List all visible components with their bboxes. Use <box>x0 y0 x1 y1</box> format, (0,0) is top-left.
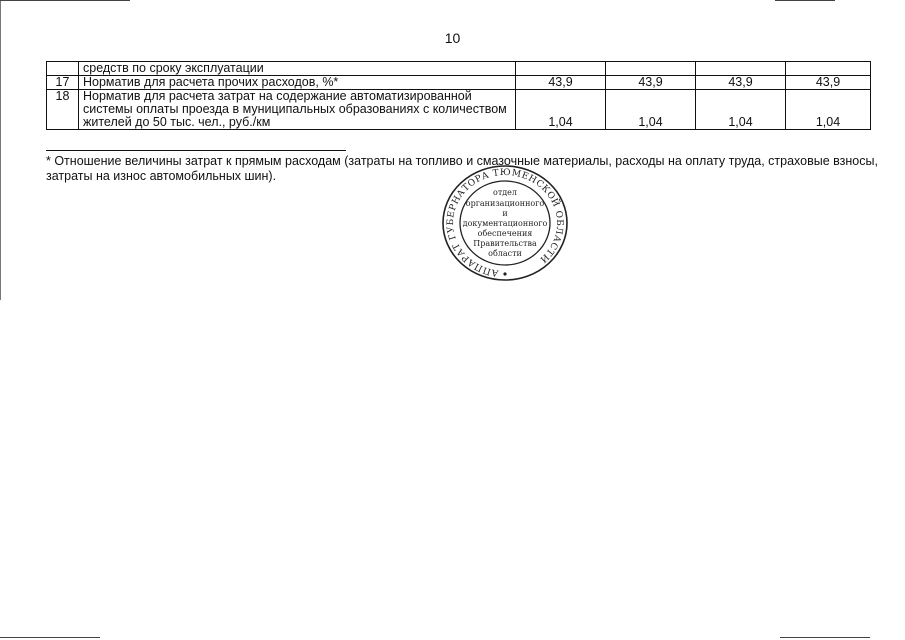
row-value <box>606 62 696 76</box>
table-row <box>47 90 871 130</box>
scan-artifact-bottom-right <box>780 637 870 638</box>
stamp-line: обеспечения <box>477 229 533 238</box>
row-name: Норматив для расчета затрат на содержание автоматизированной системы оплаты проезда в муниципальных образованиях с количеством жителей до 50 тыс. чел., руб./км <box>79 90 516 130</box>
row-value: 1,04 <box>786 90 871 130</box>
row-value <box>786 62 871 76</box>
row-number <box>47 62 79 76</box>
table-row <box>47 76 871 90</box>
official-stamp <box>440 163 570 283</box>
scan-artifact-bottom-left <box>0 637 100 638</box>
table-row <box>47 62 871 76</box>
row-name: Норматив для расчета прочих расходов, %* <box>79 76 516 90</box>
row-number: 17 <box>47 76 79 90</box>
stamp-line: и <box>502 209 508 218</box>
stamp-dot-icon <box>503 272 506 275</box>
row-name: средств по сроку эксплуатации <box>79 62 516 76</box>
row-value <box>516 62 606 76</box>
scan-artifact-top-right <box>775 0 835 1</box>
row-value: 1,04 <box>606 90 696 130</box>
norms-table <box>46 61 871 130</box>
footnote: * Отношение величины затрат к прямым расходам (затраты на топливо и смазочные материалы, расходы на оплату труда, страховые взносы, затраты на износ автомобильных шин). <box>46 154 878 183</box>
footnote-divider <box>46 150 346 151</box>
row-number: 18 <box>47 90 79 130</box>
row-value: 43,9 <box>516 76 606 90</box>
stamp-line: документационного <box>462 219 548 228</box>
row-value: 1,04 <box>516 90 606 130</box>
row-value <box>696 62 786 76</box>
row-value: 43,9 <box>696 76 786 90</box>
stamp-line: области <box>488 249 522 258</box>
stamp-line: Правительства <box>473 239 537 248</box>
stamp-ring-text: АППАРАТ ГУБЕРНАТОРА ТЮМЕНСКОЙ ОБЛАСТИ <box>445 167 565 278</box>
scan-artifact-top-left <box>0 0 130 1</box>
stamp-line: организационного <box>465 199 545 208</box>
row-value: 43,9 <box>606 76 696 90</box>
row-value: 43,9 <box>786 76 871 90</box>
page-number: 10 <box>444 30 461 46</box>
row-value: 1,04 <box>696 90 786 130</box>
stamp-line: отдел <box>493 188 517 197</box>
